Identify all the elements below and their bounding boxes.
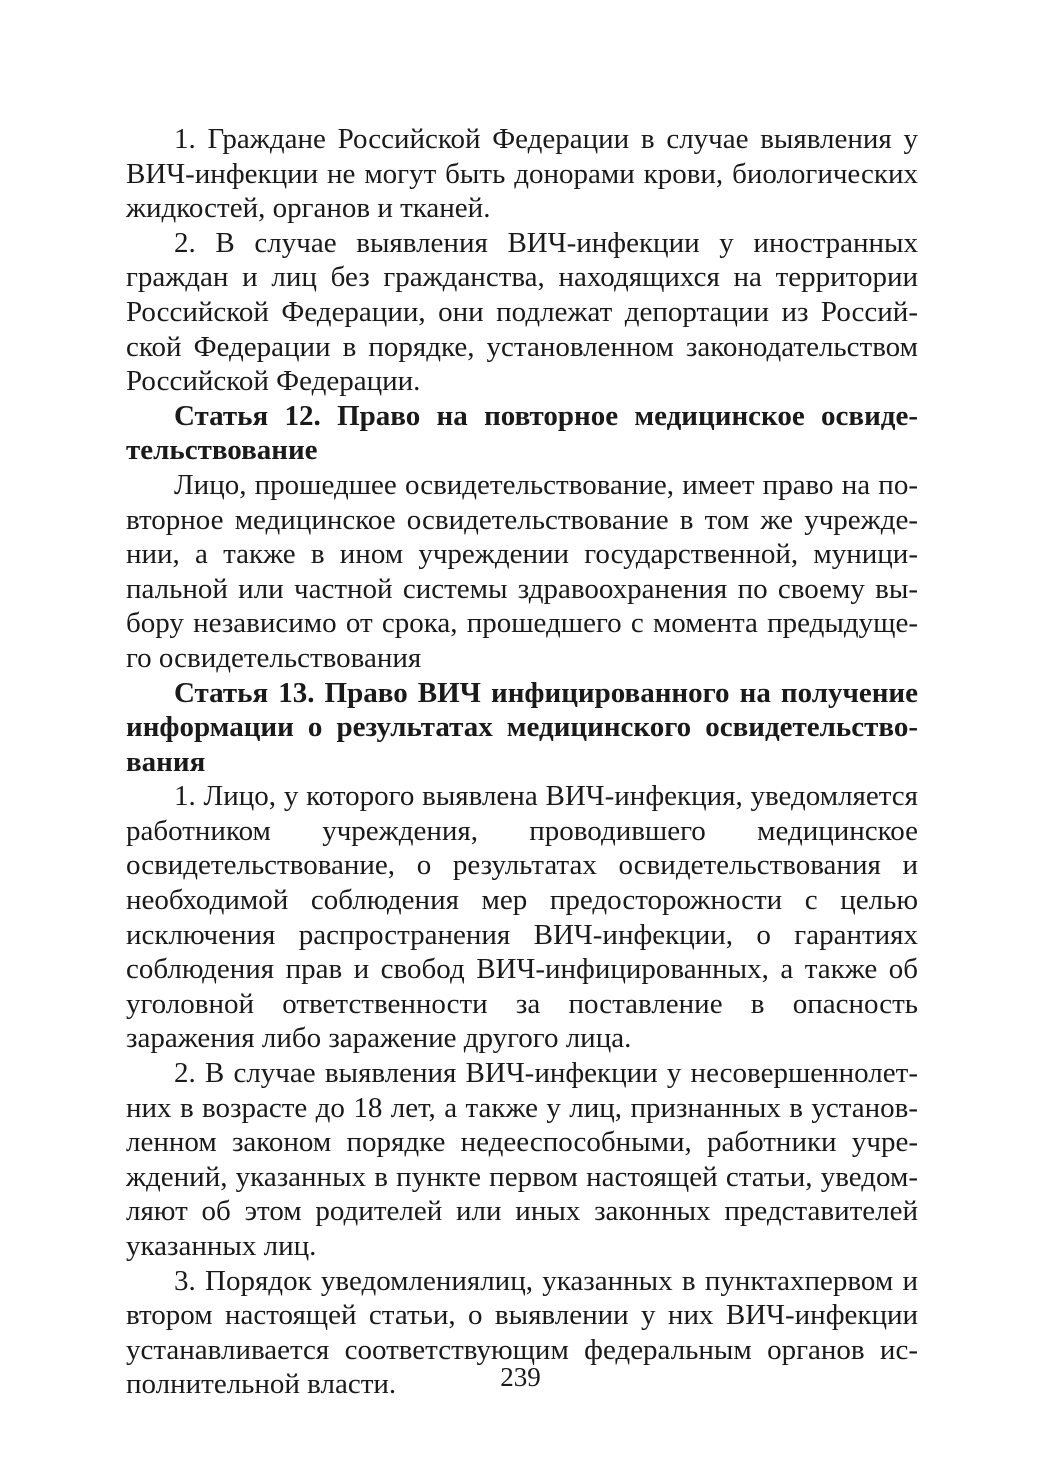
paragraph-notification-minors: 2. В случае выявления ВИЧ-инфекции у несовершеннолетних в возрасте до 18 лет, а также у лиц, признанных в установленном законом порядке недееспособными, работники учреждений, указанных в пункте первом настоящей статьи, уведомляют об этом родителей или иных законных представителей указанных лиц. [126,1057,918,1262]
page-number: 239 [500,1362,541,1392]
paragraph-foreigners-deportation: 2. В случае выявления ВИЧ-инфекции у иностранных граждан и лиц без гражданства, находящихся на территории Российской Федерации, они подлежат депортации из Российской Федерации в порядке, установленном законодательством Российской Федерации. [126,226,918,398]
page-content [126,122,918,1402]
paragraph-repeat-examination: Лицо, прошедшее освидетельствование, имеет право на повторное медицинское освидетельствование в том же учреждении, а также в ином учреждении государственной, муниципальной или частной системы здравоохранения по своему выбору независимо от срока, прошедшего с момента предыдущего освидетельствования [126,468,918,674]
article-12-heading: Статья 12. Право на повторное медицинское освидетельствование [126,399,918,467]
paragraph-notification-procedure: 3. Порядок уведомлениялиц, указанных в пунктахпервом и втором настоящей статьи, о выявлении у них ВИЧ-инфекции устанавливается соответствующим федеральным органов исполнительной власти. [126,1264,918,1401]
article-13-heading: Статья 13. Право ВИЧ инфицированного на получение информации о результатах медицинского освидетельствования [126,676,918,778]
paragraph-notification-person: 1. Лицо, у которого выявлена ВИЧ-инфекция, уведомляется работником учреждения, проводившего медицинское освидетельствование, о результатах освидетельствования и необходимой соблюдения мер предосторожности с целью исключения распространения ВИЧ-инфекции, о гарантиях соблюдения прав и свобод ВИЧ-инфицированных, а также об уголовной ответственности за поставление в опасность заражения либо заражение другого лица. [126,780,918,1055]
paragraph-citizens-donors: 1. Граждане Российской Федерации в случае выявления у ВИЧ-инфекции не могут быть донорами крови, биологических жидкостей, органов и тканей. [126,123,918,225]
